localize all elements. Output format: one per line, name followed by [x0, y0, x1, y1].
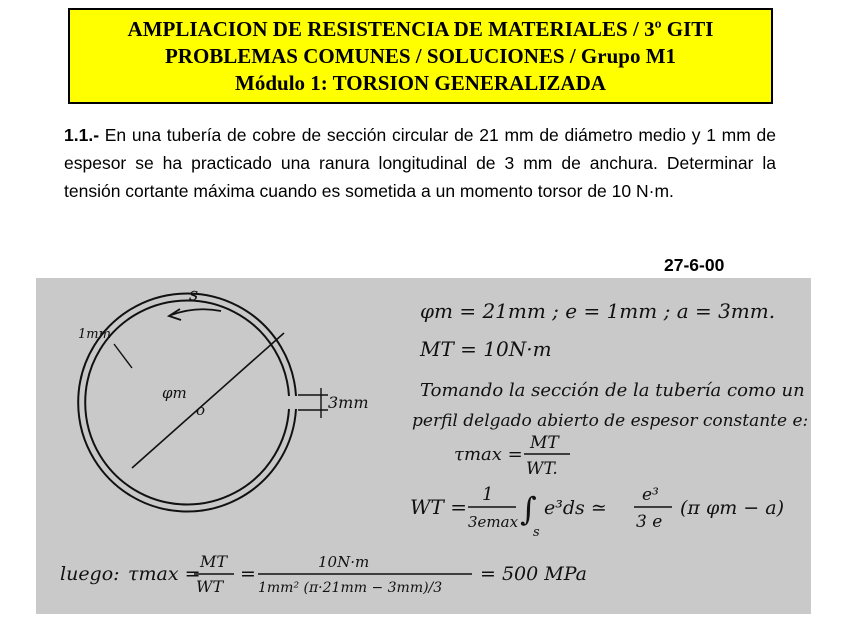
problem-date: 27-6-00 — [664, 255, 725, 275]
tau-denominator: WT. — [526, 459, 558, 479]
tau-lhs: τmax = — [454, 444, 523, 465]
result-lead: luego: — [60, 563, 120, 585]
torque-line: MT = 10N·m — [420, 337, 552, 361]
result-frac1-den: WT — [196, 577, 224, 596]
wt-integral-sub: s — [533, 525, 540, 540]
wt-ratio-den: 3 e — [636, 512, 663, 532]
course-title: AMPLIACION DE RESISTENCIA DE MATERIALES / 3º GITI — [127, 16, 714, 41]
data-line: φm = 21mm ; e = 1mm ; a = 3mm. — [420, 299, 776, 323]
solution-sketch — [36, 278, 811, 614]
label-diameter: φm — [162, 384, 187, 402]
wt-coef-num: 1 — [482, 484, 494, 505]
result-frac2-den: 1mm² (π·21mm − 3mm)/3 — [258, 580, 443, 596]
assumption-line-1: Tomando la sección de la tubería como un — [420, 380, 805, 401]
pipe-inner-wall — [85, 301, 289, 505]
result-value: = 500 MPa — [480, 563, 587, 585]
result-equals: = — [240, 563, 256, 585]
wt-lhs: WT = — [410, 495, 468, 519]
diameter-line — [132, 333, 284, 468]
result-lhs: τmax = — [128, 563, 201, 585]
wt-integral-sign: ∫ — [520, 490, 537, 528]
label-thickness: 1mm — [78, 327, 111, 342]
label-s: s — [189, 284, 199, 305]
problem-statement — [64, 121, 776, 205]
wt-tail: (π φm − a) — [680, 497, 784, 519]
wt-coef-den: 3emax — [468, 513, 519, 531]
result-frac2-num: 10N·m — [318, 553, 370, 571]
label-center: o — [196, 401, 206, 419]
assumption-line-2: perfil delgado abierto de espesor constante e: — [412, 411, 809, 431]
solution-panel — [36, 278, 811, 614]
wt-ratio-num: e³ — [642, 485, 659, 505]
label-slot: 3mm — [328, 393, 369, 412]
section-title: PROBLEMAS COMUNES / SOLUCIONES / Grupo M1 — [164, 43, 677, 68]
problem-text: En una tubería de cobre de sección circular de 21 mm de diámetro medio y 1 mm de espesor se ha practicado una ranura longitudinal de 3 mm de anchura. Determinar la tensión cortante máxima cuando es sometida a un momento torsor de 10 N·m. — [64, 125, 776, 201]
thickness-leader — [114, 344, 132, 368]
title-box — [68, 8, 773, 104]
tau-numerator: MT — [530, 433, 559, 453]
problem-number: 1.1.- — [64, 125, 100, 145]
result-frac1-num: MT — [200, 552, 228, 571]
module-title: Módulo 1: TORSION GENERALIZADA — [235, 70, 606, 95]
wt-integrand: e³ds ≃ — [544, 497, 607, 519]
